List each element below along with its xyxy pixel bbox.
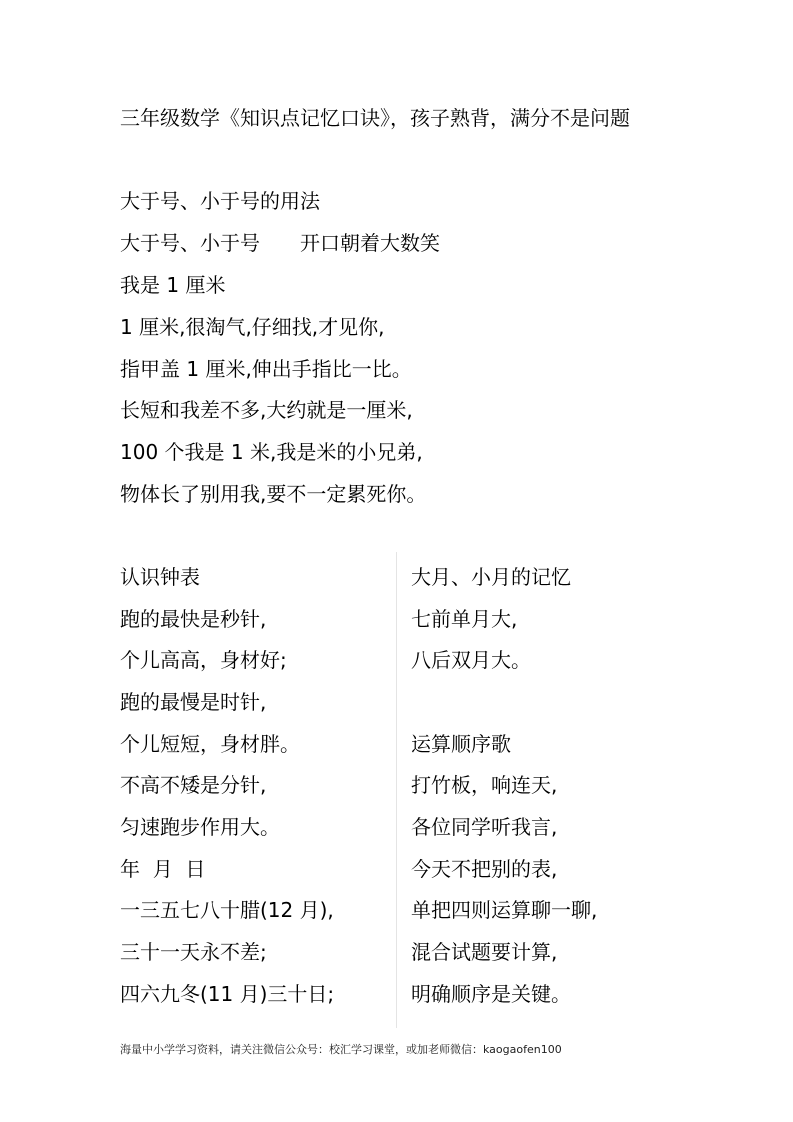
operation-order-line: 打竹板，响连天, <box>411 773 558 797</box>
clock-line: 个儿高高，身材好; <box>120 648 287 672</box>
clock-line: 跑的最快是秒针, <box>120 607 267 631</box>
section-heading-comparison-signs: 大于号、小于号的用法 <box>120 189 320 213</box>
comparison-signs-rhyme-part2: 开口朝着大数笑 <box>300 231 440 255</box>
calendar-line: 一三五七八十腊(12 月), <box>120 898 334 922</box>
operation-order-line: 今天不把别的表, <box>411 857 558 881</box>
comparison-signs-rhyme-part1: 大于号、小于号 <box>120 231 260 255</box>
document-title: 三年级数学《知识点记忆口诀》，孩子熟背，满分不是问题 <box>120 106 630 130</box>
centimeter-line: 长短和我差不多,大约就是一厘米, <box>120 398 413 422</box>
months-line: 八后双月大。 <box>411 648 531 672</box>
section-heading-big-small-months: 大月、小月的记忆 <box>411 565 571 589</box>
comparison-signs-rhyme <box>120 231 440 255</box>
clock-line: 匀速跑步作用大。 <box>120 815 280 839</box>
year-month-day-heading: 年 月 日 <box>120 857 206 881</box>
centimeter-line: 1 厘米,很淘气,仔细找,才见你, <box>120 315 385 339</box>
clock-line: 跑的最慢是时针, <box>120 690 267 714</box>
section-heading-operation-order: 运算顺序歌 <box>411 732 511 756</box>
section-heading-centimeter: 我是 1 厘米 <box>120 273 226 297</box>
operation-order-line: 明确顺序是关键。 <box>411 982 571 1006</box>
calendar-line: 三十一天永不差; <box>120 940 267 964</box>
months-line: 七前单月大, <box>411 607 518 631</box>
page-footer: 海量中小学学习资料，请关注微信公众号：校汇学习课堂，或加老师微信：kaogaofen100 <box>120 1043 562 1056</box>
clock-line: 不高不矮是分针, <box>120 773 267 797</box>
column-divider <box>396 552 397 1028</box>
operation-order-line: 各位同学听我言, <box>411 815 558 839</box>
clock-line: 个儿短短，身材胖。 <box>120 732 300 756</box>
section-heading-clock: 认识钟表 <box>120 565 200 589</box>
centimeter-line: 100 个我是 1 米,我是米的小兄弟, <box>120 440 423 464</box>
centimeter-line: 物体长了别用我,要不一定累死你。 <box>120 482 427 506</box>
calendar-line: 四六九冬(11 月)三十日; <box>120 982 335 1006</box>
operation-order-line: 混合试题要计算, <box>411 940 558 964</box>
centimeter-line: 指甲盖 1 厘米,伸出手指比一比。 <box>120 357 412 381</box>
operation-order-line: 单把四则运算聊一聊, <box>411 898 598 922</box>
